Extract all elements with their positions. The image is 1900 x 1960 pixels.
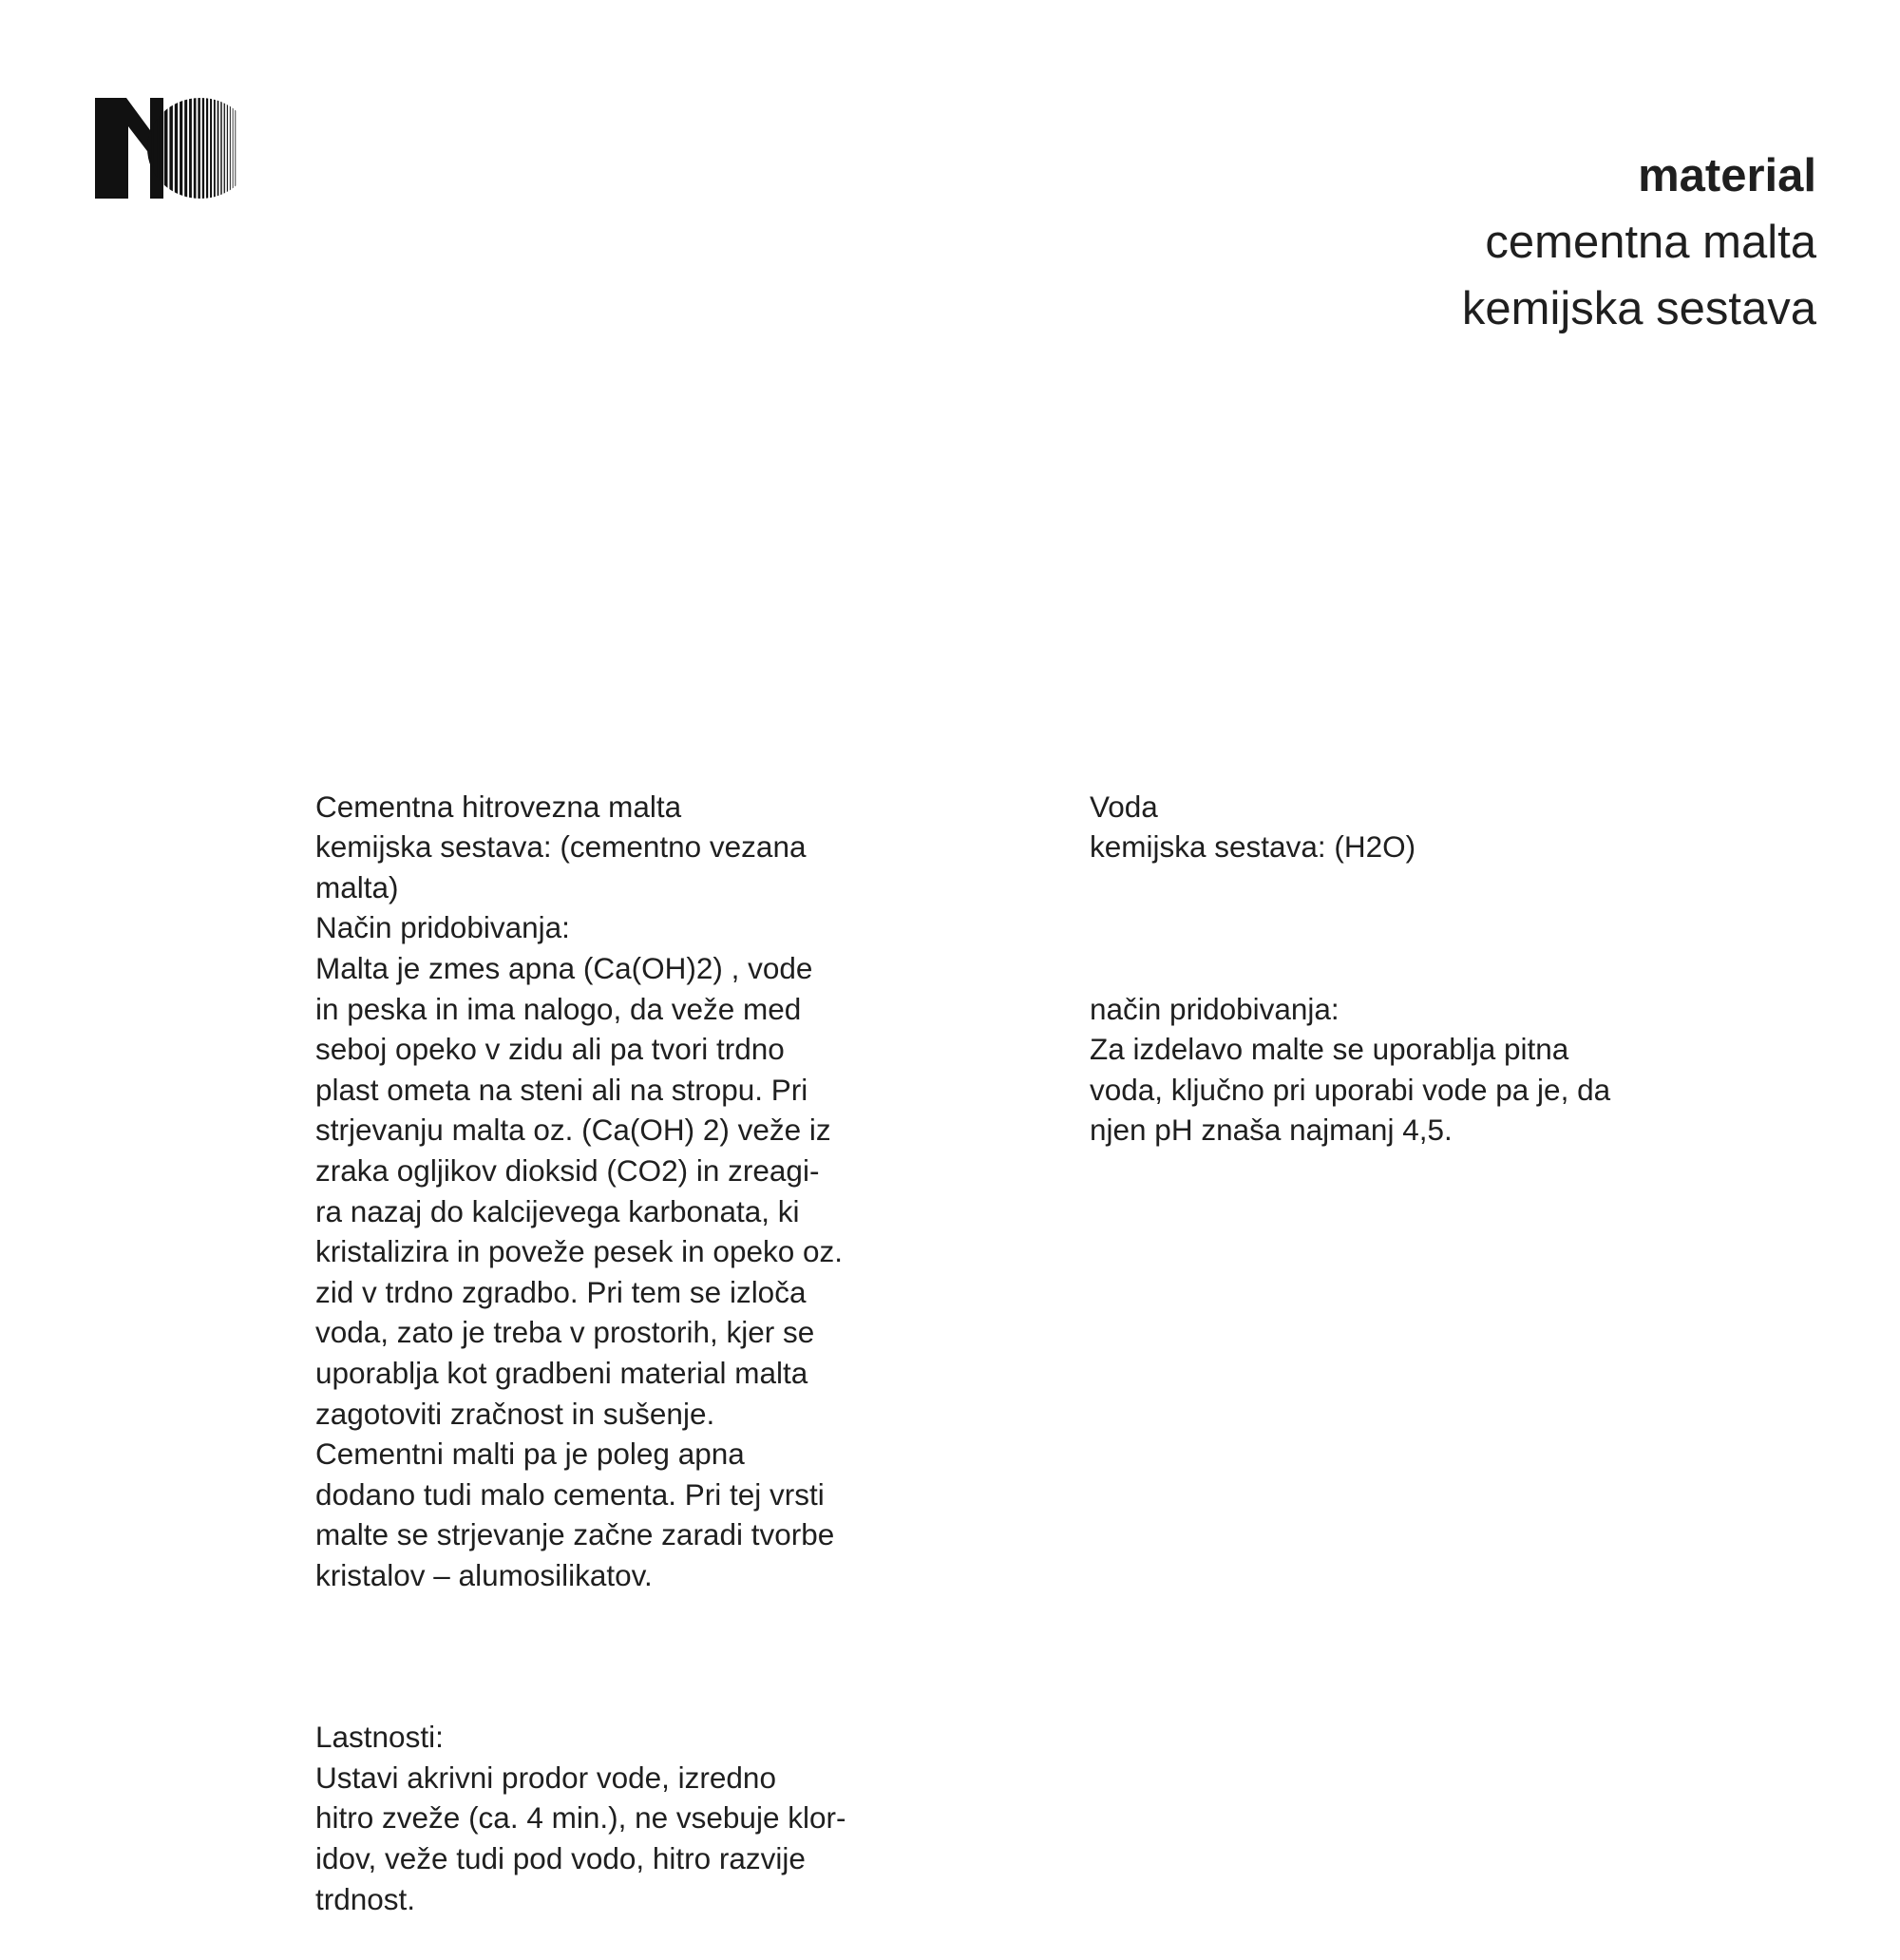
page-title: material <box>1638 150 1816 201</box>
mortar-properties: Lastnosti: Ustavi akrivni prodor vode, izredno hitro zveže (ca. 4 min.), ne vsebuje klor- idov, veže tudi pod vodo, hitro razvije trdnost. <box>315 1720 846 1916</box>
water-heading: Voda kemijska sestava: (H2O) <box>1090 789 1416 865</box>
water-description: način pridobivanja: Za izdelavo malte se uporablja pitna voda, ključno pri uporabi vode pa je, da njen pH znaša najmanj 4,5. <box>1090 991 1611 1148</box>
mortar-description: Cementna hitrovezna malta kemijska sestava: (cementno vezana malta) Način pridobivanja: Malta je zmes apna (Ca(OH)2) , vode in peska in ima nalogo, da veže med seboj opeko v zidu ali pa tvori trdno plast ometa na steni ali na stropu. Pri strjevanju malta oz. (Ca(OH) 2) veže iz zraka ogljikov dioksid (CO2) in zreagi- ra nazaj do kalcijevega karbonata, ki kristalizira in poveže pesek in opeko oz. zid v trdno zgradbo. Pri tem se izloča voda, zato je treba v prostorih, kjer se uporablja kot gradbeni material malta zagotoviti zračnost in sušenje. Cementni malti pa je poleg apna dodano tudi malo cementa. Pri tej vrsti malte se strjevanje začne zaradi tvorbe kristalov – alumosilikatov. <box>315 789 844 1592</box>
page-subtitle-material: cementna malta <box>1485 217 1816 268</box>
right-text-column <box>1090 746 1698 1191</box>
left-text-column <box>315 746 904 1960</box>
page-subtitle-topic: kemijska sestava <box>1461 283 1816 334</box>
title-block <box>1462 143 1816 342</box>
mo-logo <box>95 98 256 199</box>
